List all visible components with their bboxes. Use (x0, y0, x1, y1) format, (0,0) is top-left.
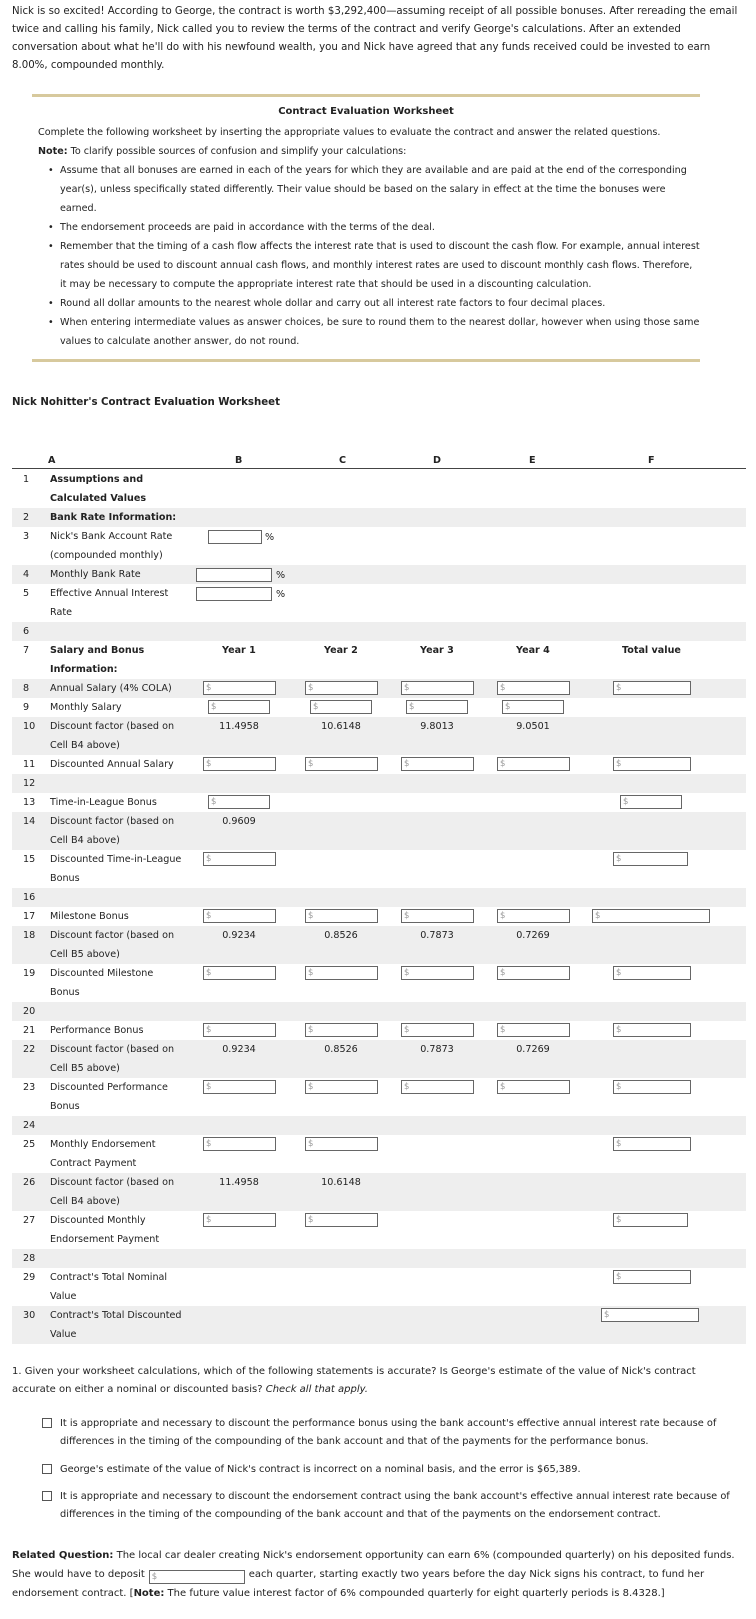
discount-factor: 0.9234 (222, 930, 256, 941)
annual-salary-y4-input[interactable]: $ (497, 681, 570, 695)
row-label: Effective Annual Interest Rate (50, 588, 169, 618)
table-row: 19 Discounted Milestone Bonus $ $ $ $ $ (12, 964, 746, 1002)
table-row: 11 Discounted Annual Salary $ $ $ $ $ (12, 755, 746, 774)
milestone-bonus-y4-input[interactable]: $ (497, 909, 570, 923)
discount-factor: 0.7269 (516, 1044, 550, 1055)
milestone-bonus-y3-input[interactable]: $ (401, 909, 474, 923)
discount-factor: 10.6148 (321, 721, 361, 732)
discounted-milestone-total-input[interactable]: $ (613, 966, 691, 980)
discounted-performance-y2-input[interactable]: $ (305, 1080, 378, 1094)
table-row: 17 Milestone Bonus $ $ $ $ $ (12, 907, 746, 926)
discount-factor: 11.4958 (219, 721, 259, 732)
discount-factor: 0.8526 (324, 1044, 358, 1055)
discounted-salary-y2-input[interactable]: $ (305, 757, 378, 771)
discounted-endorsement-y2-input[interactable]: $ (305, 1213, 378, 1227)
discount-factor: 10.6148 (321, 1177, 361, 1188)
option-endorsement-contract[interactable]: It is appropriate and necessary to discount the endorsement contract using the bank account's effective annual interest rate because of differences in the timing of the compounding of the bank account and that of the payments on the endorsement contract. (42, 1488, 732, 1524)
worksheet-bullet: • Assume that all bonuses are earned in each of the years for which they are available and are paid at the end of the corresponding year(s), unless specifically stated differently. Their value should be based on the salary in effect at the time the bonuses were earned. (50, 161, 700, 218)
year2-header: Year 2 (324, 645, 358, 656)
row-label: Nick's Bank Account Rate (compounded monthly) (50, 531, 173, 561)
row-label: Performance Bonus (50, 1025, 144, 1036)
row-label: Assumptions and Calculated Values (50, 474, 147, 504)
performance-bonus-y3-input[interactable]: $ (401, 1023, 474, 1037)
discounted-salary-total-input[interactable]: $ (613, 757, 691, 771)
option-performance-bonus[interactable]: It is appropriate and necessary to discount the performance bonus using the bank account's effective annual interest rate because of differences in the timing of the compounding of the bank account and that of the payments for the performance bonus. (42, 1415, 732, 1451)
performance-bonus-y2-input[interactable]: $ (305, 1023, 378, 1037)
annual-salary-y3-input[interactable]: $ (401, 681, 474, 695)
monthly-salary-y1-input[interactable]: $ (208, 700, 270, 714)
table-row: 16 (12, 888, 746, 907)
related-question: Related Question: The local car dealer creating Nick's endorsement opportunity can earn 6% (compounded quarterly) on his deposited funds. She would have to deposit $ each quarter, starting exactly two years before the day Nick signs his contract, to fund her endorsement contract. [Note: The future value interest factor of 6% compounded quarterly for eight quarterly periods is 8.4328.] (12, 1550, 735, 1599)
row-label: Annual Salary (4% COLA) (50, 683, 172, 694)
row-label: Contract's Total Nominal Value (50, 1272, 168, 1302)
row-label: Milestone Bonus (50, 911, 129, 922)
row-label: Discounted Monthly Endorsement Payment (50, 1215, 160, 1245)
year3-header: Year 3 (420, 645, 454, 656)
table-row: 10 Discount factor (based on Cell B4 above) 11.4958 10.6148 9.8013 9.0501 (12, 717, 746, 755)
worksheet-note: Note: To clarify possible sources of confusion and simplify your calculations: (38, 146, 407, 157)
row-label: Discount factor (based on Cell B4 above) (50, 1177, 175, 1207)
table-row: 3 Nick's Bank Account Rate (compounded monthly) % (12, 527, 746, 565)
table-row: 30 Contract's Total Discounted Value $ (12, 1306, 746, 1344)
discount-factor: 0.9234 (222, 1044, 256, 1055)
table-row: 20 (12, 1002, 746, 1021)
discounted-milestone-y4-input[interactable]: $ (497, 966, 570, 980)
monthly-salary-y2-input[interactable]: $ (310, 700, 372, 714)
discounted-performance-y1-input[interactable]: $ (203, 1080, 276, 1094)
row-label: Time-in-League Bonus (50, 797, 157, 808)
col-header-a: A (48, 455, 56, 466)
discounted-time-bonus-total-input[interactable]: $ (613, 852, 688, 866)
discount-factor: 0.7873 (420, 1044, 454, 1055)
col-header-c: C (339, 455, 347, 466)
row-label: Monthly Bank Rate (50, 569, 141, 580)
discount-factor: 9.0501 (516, 721, 550, 732)
row-label: Discount factor (based on Cell B5 above) (50, 1044, 175, 1074)
col-header-d: D (433, 455, 441, 466)
performance-bonus-total-input[interactable]: $ (613, 1023, 691, 1037)
discounted-time-bonus-y1-input[interactable]: $ (203, 852, 276, 866)
discounted-performance-y4-input[interactable]: $ (497, 1080, 570, 1094)
table-row: 5 Effective Annual Interest Rate % (12, 584, 746, 622)
table-row: 7 Salary and Bonus Information: Year 1 Year 2 Year 3 Year 4 Total value (12, 641, 746, 679)
question-1-instruction: Check all that apply. (265, 1384, 368, 1395)
table-row: 24 (12, 1116, 746, 1135)
time-bonus-total-input[interactable]: $ (620, 795, 682, 809)
table-row: 29 Contract's Total Nominal Value $ (12, 1268, 746, 1306)
effective-annual-rate-input[interactable] (196, 587, 272, 601)
table-row: 25 Monthly Endorsement Contract Payment $ $ $ (12, 1135, 746, 1173)
discount-factor: 11.4958 (219, 1177, 259, 1188)
table-row: 1 Assumptions and Calculated Values (12, 470, 746, 508)
milestone-bonus-y1-input[interactable]: $ (203, 909, 276, 923)
total-value-header: Total value (622, 645, 681, 656)
row-label: Monthly Salary (50, 702, 122, 713)
row-label: Discounted Milestone Bonus (50, 968, 154, 998)
row-label: Salary and Bonus Information: (50, 645, 145, 675)
performance-bonus-y1-input[interactable]: $ (203, 1023, 276, 1037)
checkbox[interactable] (42, 1418, 52, 1428)
annual-salary-y2-input[interactable]: $ (305, 681, 378, 695)
row-label: Discounted Annual Salary (50, 759, 174, 770)
table-row: 28 (12, 1249, 746, 1268)
worksheet-bullet: • Remember that the timing of a cash flow affects the interest rate that is used to discount the cash flow. For example, annual interest rates should be used to discount annual cash flows, and monthly interest rates are used to discount monthly cash flows. Therefore, it may be necessary to compute the appropriate interest rate that should be used in a discounting calculation. (50, 237, 700, 294)
year1-header: Year 1 (222, 645, 256, 656)
option-nominal-error[interactable]: George's estimate of the value of Nick's contract is incorrect on a nominal basis, and the error is $65,389. (42, 1461, 732, 1479)
header-divider (12, 468, 746, 469)
col-header-b: B (235, 455, 243, 466)
deposit-amount-input[interactable]: $ (149, 1570, 245, 1584)
endorsement-payment-total-input[interactable]: $ (613, 1137, 691, 1151)
worksheet-bullet: • Round all dollar amounts to the nearest whole dollar and carry out all interest rate factors to four decimal places. (50, 294, 700, 313)
table-row: 21 Performance Bonus $ $ $ $ $ (12, 1021, 746, 1040)
monthly-bank-rate-input[interactable] (196, 568, 272, 582)
time-bonus-y1-input[interactable]: $ (208, 795, 270, 809)
row-label: Discounted Performance Bonus (50, 1082, 168, 1112)
total-discounted-value-input[interactable]: $ (601, 1308, 699, 1322)
discount-factor: 0.9609 (222, 816, 256, 827)
row-label: Discount factor (based on Cell B4 above) (50, 721, 175, 751)
discount-factor: 0.8526 (324, 930, 358, 941)
table-row: 14 Discount factor (based on Cell B4 above) 0.9609 (12, 812, 746, 850)
discounted-performance-total-input[interactable]: $ (613, 1080, 691, 1094)
discount-factor: 9.8013 (420, 721, 454, 732)
annual-salary-total-input[interactable]: $ (613, 681, 691, 695)
worksheet-title: Contract Evaluation Worksheet (278, 106, 454, 117)
worksheet-instructions-box (32, 94, 700, 362)
table-row: 27 Discounted Monthly Endorsement Payment $ $ $ (12, 1211, 746, 1249)
intro-paragraph: Nick is so excited! According to George, the contract is worth $3,292,400—assuming receipt of all possible bonuses. After rereading the email twice and calling his family, Nick called you to review the terms of the contract and verify George's calculations. After an extended conversation about what he'll do with his newfound wealth, you and Nick have agreed that any funds received could be invested to earn 8.00%, compounded monthly. (12, 6, 738, 71)
discount-factor: 0.7873 (420, 930, 454, 941)
discounted-milestone-y1-input[interactable]: $ (203, 966, 276, 980)
year4-header: Year 4 (516, 645, 550, 656)
performance-bonus-y4-input[interactable]: $ (497, 1023, 570, 1037)
discounted-milestone-y3-input[interactable]: $ (401, 966, 474, 980)
checkbox[interactable] (42, 1464, 52, 1474)
discount-factor: 0.7269 (516, 930, 550, 941)
table-row: 26 Discount factor (based on Cell B4 above) 11.4958 10.6148 (12, 1173, 746, 1211)
table-row: 6 (12, 622, 746, 641)
discounted-performance-y3-input[interactable]: $ (401, 1080, 474, 1094)
milestone-bonus-total-input[interactable]: $ (592, 909, 710, 923)
monthly-salary-y4-input[interactable]: $ (502, 700, 564, 714)
col-header-f: F (648, 455, 655, 466)
row-label: Discount factor (based on Cell B5 above) (50, 930, 175, 960)
row-label: Monthly Endorsement Contract Payment (50, 1139, 156, 1169)
worksheet-instructions: Complete the following worksheet by inserting the appropriate values to evaluate the contract and answer the related questions. (38, 127, 661, 138)
monthly-salary-y3-input[interactable]: $ (406, 700, 468, 714)
table-row: 13 Time-in-League Bonus $ $ (12, 793, 746, 812)
table-row: 9 Monthly Salary $ $ $ $ (12, 698, 746, 717)
table-row: 4 Monthly Bank Rate % (12, 565, 746, 584)
discounted-salary-y4-input[interactable]: $ (497, 757, 570, 771)
table-row: 22 Discount factor (based on Cell B5 above) 0.9234 0.8526 0.7873 0.7269 (12, 1040, 746, 1078)
bank-rate-input[interactable] (208, 530, 262, 544)
discounted-milestone-y2-input[interactable]: $ (305, 966, 378, 980)
discounted-salary-y3-input[interactable]: $ (401, 757, 474, 771)
annual-salary-y1-input[interactable]: $ (203, 681, 276, 695)
row-label: Discounted Time-in-League Bonus (50, 854, 182, 884)
milestone-bonus-y2-input[interactable]: $ (305, 909, 378, 923)
endorsement-payment-y2-input[interactable]: $ (305, 1137, 378, 1151)
table-row: 12 (12, 774, 746, 793)
question-1: 1. Given your worksheet calculations, which of the following statements is accurate? Is George's estimate of the value of Nick's contract accurate on either a nominal or discounted basis? Check all that apply. (12, 1366, 696, 1395)
table-row: 18 Discount factor (based on Cell B5 above) 0.9234 0.8526 0.7873 0.7269 (12, 926, 746, 964)
table-row: 2 Bank Rate Information: (12, 508, 746, 527)
row-label: Bank Rate Information: (50, 512, 177, 523)
table-row: 8 Annual Salary (4% COLA) $ $ $ $ $ (12, 679, 746, 698)
discounted-salary-y1-input[interactable]: $ (203, 757, 276, 771)
discounted-endorsement-y1-input[interactable]: $ (203, 1213, 276, 1227)
total-nominal-value-input[interactable]: $ (613, 1270, 691, 1284)
checkbox[interactable] (42, 1491, 52, 1501)
endorsement-payment-y1-input[interactable]: $ (203, 1137, 276, 1151)
worksheet-bullet: • The endorsement proceeds are paid in accordance with the terms of the deal. (50, 218, 700, 237)
discounted-endorsement-total-input[interactable]: $ (613, 1213, 688, 1227)
table-row: 15 Discounted Time-in-League Bonus $ $ (12, 850, 746, 888)
worksheet-bullet: • When entering intermediate values as answer choices, be sure to round them to the nearest dollar, however when using those same values to calculate another answer, do not round. (50, 313, 700, 351)
col-header-e: E (529, 455, 536, 466)
table-row: 23 Discounted Performance Bonus $ $ $ $ $ (12, 1078, 746, 1116)
grid-title: Nick Nohitter's Contract Evaluation Worksheet (12, 397, 280, 408)
row-label: Discount factor (based on Cell B4 above) (50, 816, 175, 846)
row-label: Contract's Total Discounted Value (50, 1310, 182, 1340)
